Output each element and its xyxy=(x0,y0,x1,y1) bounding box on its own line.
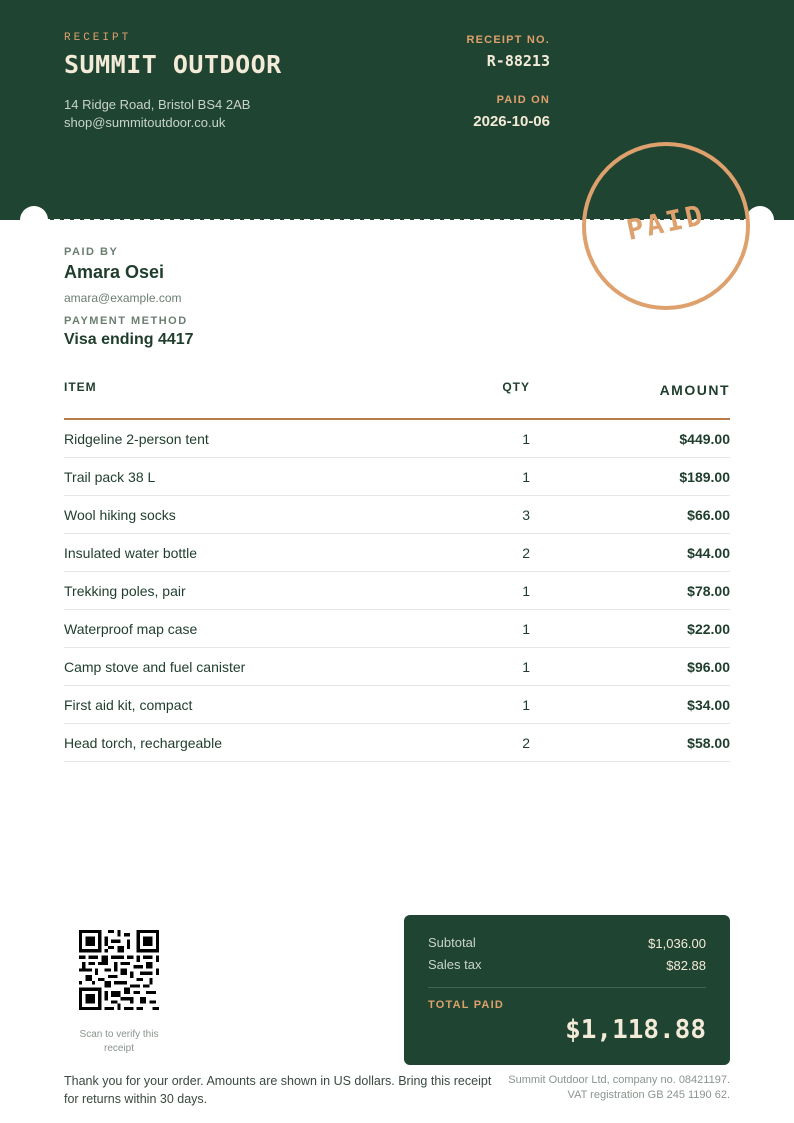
paid-stamp-text: PAID xyxy=(623,198,709,247)
amount-column-header: AMOUNT xyxy=(530,372,730,419)
item-amount: $22.00 xyxy=(530,610,730,648)
table-row xyxy=(64,496,730,534)
item-name: Wool hiking socks xyxy=(64,496,410,534)
item-qty: 1 xyxy=(410,686,530,724)
table-row xyxy=(64,648,730,686)
item-qty: 1 xyxy=(410,572,530,610)
payment-method-label: PAYMENT METHOD xyxy=(64,315,188,327)
table-row xyxy=(64,610,730,648)
item-name: Trail pack 38 L xyxy=(64,458,410,496)
company-details xyxy=(450,1073,730,1103)
item-name: Ridgeline 2-person tent xyxy=(64,419,410,458)
table-row xyxy=(64,458,730,496)
item-name: Insulated water bottle xyxy=(64,534,410,572)
items-header-row xyxy=(64,372,730,419)
item-name: First aid kit, compact xyxy=(64,686,410,724)
qr-caption: Scan to verify this receipt xyxy=(79,1029,159,1054)
thank-you-note: Thank you for your order. Amounts are shown in US dollars. Bring this receipt for returns within 30 days. xyxy=(64,1074,492,1106)
store-address: 14 Ridge Road, Bristol BS4 2AB xyxy=(64,97,251,112)
item-amount: $449.00 xyxy=(530,419,730,458)
item-amount: $58.00 xyxy=(530,724,730,762)
payment-method: Visa ending 4417 xyxy=(64,331,194,348)
customer-name: Amara Osei xyxy=(64,262,165,282)
subtotal-label: Subtotal xyxy=(428,935,476,950)
right-notch xyxy=(746,206,774,234)
item-qty: 1 xyxy=(410,610,530,648)
item-name: Trekking poles, pair xyxy=(64,572,410,610)
item-amount: $78.00 xyxy=(530,572,730,610)
item-name: Waterproof map case xyxy=(64,610,410,648)
table-row xyxy=(64,419,730,458)
company-registration: Summit Outdoor Ltd, company no. 08421197. xyxy=(508,1074,730,1086)
paid-on-label: PAID ON xyxy=(496,94,550,106)
subtotal-value: $1,036.00 xyxy=(648,936,706,951)
receipt-number: R-88213 xyxy=(486,52,550,70)
table-row xyxy=(64,534,730,572)
store-email: shop@summitoutdoor.co.uk xyxy=(64,115,226,130)
tax-label: Sales tax xyxy=(428,957,482,972)
receipt-number-label: RECEIPT NO. xyxy=(466,34,550,46)
qty-column-header: QTY xyxy=(410,372,530,419)
item-amount: $96.00 xyxy=(530,648,730,686)
vat-registration: VAT registration GB 245 1190 62. xyxy=(567,1089,730,1101)
total-paid-value: $1,118.88 xyxy=(565,1015,706,1045)
item-qty: 2 xyxy=(410,534,530,572)
table-row xyxy=(64,724,730,762)
total-paid-label: TOTAL PAID xyxy=(428,999,504,1011)
totals-divider xyxy=(428,987,706,988)
item-qty: 3 xyxy=(410,496,530,534)
store-name: SUMMIT OUTDOOR xyxy=(64,50,282,79)
item-qty: 1 xyxy=(410,419,530,458)
item-amount: $34.00 xyxy=(530,686,730,724)
document-type-label: RECEIPT xyxy=(64,32,132,44)
table-row xyxy=(64,686,730,724)
customer-email: amara@example.com xyxy=(64,291,182,305)
tax-value: $82.88 xyxy=(666,958,706,973)
item-name: Head torch, rechargeable xyxy=(64,724,410,762)
store-contact xyxy=(64,96,250,132)
table-row xyxy=(64,572,730,610)
left-notch xyxy=(20,206,48,234)
paid-stamp xyxy=(582,142,750,310)
totals-panel xyxy=(404,915,730,1065)
paid-by-label: PAID BY xyxy=(64,246,119,258)
paid-on-date: 2026-10-06 xyxy=(473,113,550,130)
item-column-header: ITEM xyxy=(64,372,410,419)
item-amount: $189.00 xyxy=(530,458,730,496)
item-name: Camp stove and fuel canister xyxy=(64,648,410,686)
qr-code-icon xyxy=(79,930,159,1010)
item-amount: $66.00 xyxy=(530,496,730,534)
items-table xyxy=(64,372,730,762)
item-qty: 2 xyxy=(410,724,530,762)
item-qty: 1 xyxy=(410,648,530,686)
item-amount: $44.00 xyxy=(530,534,730,572)
item-qty: 1 xyxy=(410,458,530,496)
